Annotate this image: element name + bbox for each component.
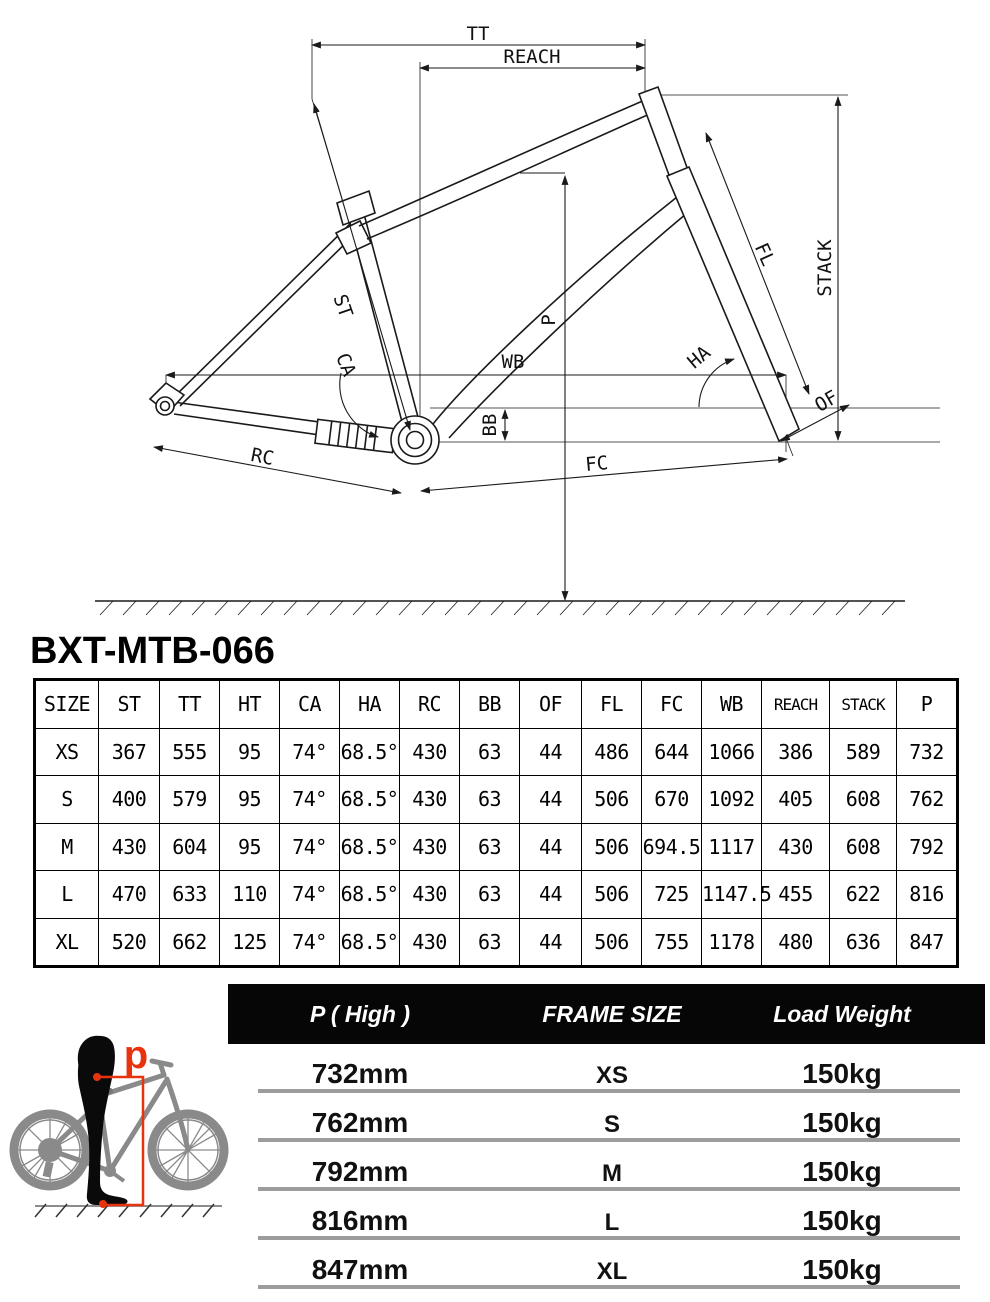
- size-chart-header-frame-size: FRAME SIZE: [542, 1001, 682, 1027]
- table-cell: 430: [400, 776, 460, 824]
- dim-label-tt: TT: [466, 23, 490, 45]
- col-header-fl: FL: [582, 680, 642, 729]
- table-cell: 762: [897, 776, 958, 824]
- dim-label-stack: STACK: [814, 239, 836, 297]
- derailleur: [43, 1161, 54, 1177]
- table-cell: 847: [897, 918, 958, 967]
- table-cell: 506: [582, 823, 642, 871]
- bb-shell-inner: [407, 432, 424, 449]
- dim-label-ca: CA: [331, 350, 361, 380]
- table-cell: 636: [830, 918, 897, 967]
- table-cell: 579: [160, 776, 220, 824]
- page-title: BXT-MTB-066: [30, 630, 275, 672]
- col-header-ht: HT: [220, 680, 280, 729]
- seatstay-upper: [173, 223, 351, 398]
- table-cell: 608: [830, 823, 897, 871]
- geometry-table-body: [35, 728, 958, 967]
- row-separator: [258, 1285, 960, 1289]
- table-row: [35, 728, 958, 776]
- table-cell: 95: [220, 776, 280, 824]
- table-cell: 63: [460, 918, 520, 967]
- table-cell: 74°: [280, 776, 340, 824]
- p-height-label: p: [123, 1033, 149, 1077]
- frame-geometry-diagram: [0, 0, 990, 628]
- table-row: [35, 918, 958, 967]
- frame-size-value: XS: [595, 1062, 628, 1089]
- top-tube-lower: [367, 113, 652, 239]
- size-chart-header: [228, 984, 985, 1044]
- down-tube-lower: [449, 208, 693, 438]
- table-cell: 1066: [702, 728, 762, 776]
- p-height-value: 732mm: [311, 1058, 409, 1089]
- table-cell: S: [35, 776, 99, 824]
- table-cell: 68.5°: [340, 871, 400, 919]
- table-cell: 125: [220, 918, 280, 967]
- geometry-table: [33, 678, 959, 968]
- ground-hatch: [100, 601, 895, 615]
- seat-collar: [337, 191, 375, 225]
- p-height-value: 816mm: [311, 1205, 409, 1236]
- table-cell: 367: [99, 728, 160, 776]
- dim-label-rc: RC: [249, 444, 276, 471]
- table-cell: 430: [400, 871, 460, 919]
- table-cell: 95: [220, 728, 280, 776]
- table-cell: 1117: [702, 823, 762, 871]
- table-cell: 589: [830, 728, 897, 776]
- frame-size-value: XL: [596, 1258, 628, 1285]
- fork: [667, 167, 799, 441]
- table-cell: M: [35, 823, 99, 871]
- p-bracket-top-dot: [93, 1073, 101, 1081]
- table-row: [35, 871, 958, 919]
- table-cell: 63: [460, 728, 520, 776]
- col-header-ha: HA: [340, 680, 400, 729]
- table-cell: 430: [400, 918, 460, 967]
- table-cell: 44: [520, 918, 582, 967]
- geometry-table-wrap: [33, 678, 959, 968]
- table-cell: 430: [762, 823, 830, 871]
- table-cell: 755: [642, 918, 702, 967]
- frame-size-value: M: [602, 1160, 622, 1187]
- table-cell: 1147.5: [702, 871, 762, 919]
- list-item: [228, 1240, 985, 1289]
- table-cell: 520: [99, 918, 160, 967]
- table-cell: 68.5°: [340, 918, 400, 967]
- p-bracket-bottom-dot: [99, 1200, 107, 1208]
- table-cell: 68.5°: [340, 823, 400, 871]
- table-cell: 604: [160, 823, 220, 871]
- p-height-value: 847mm: [311, 1254, 409, 1285]
- dim-label-p: P: [538, 314, 560, 326]
- table-cell: 732: [897, 728, 958, 776]
- frame-size-value: L: [604, 1209, 620, 1236]
- bike-figure: [0, 1032, 262, 1232]
- col-header-wb: WB: [702, 680, 762, 729]
- table-cell: 400: [99, 776, 160, 824]
- table-cell: 694.5: [642, 823, 702, 871]
- dim-label-fl: FL: [749, 239, 780, 270]
- table-cell: 506: [582, 918, 642, 967]
- table-cell: 555: [160, 728, 220, 776]
- dim-label-bb: BB: [479, 413, 501, 437]
- dim-label-ha: HA: [683, 341, 715, 374]
- table-cell: XS: [35, 728, 99, 776]
- dim-label-fc: FC: [584, 452, 610, 476]
- table-cell: 95: [220, 823, 280, 871]
- down-tube-upper: [433, 197, 677, 424]
- table-cell: XL: [35, 918, 99, 967]
- table-cell: 480: [762, 918, 830, 967]
- table-row: [35, 776, 958, 824]
- table-cell: 644: [642, 728, 702, 776]
- dim-label-wb: WB: [501, 351, 525, 373]
- col-header-st: ST: [99, 680, 160, 729]
- load-weight-value: 150kg: [802, 1205, 882, 1236]
- table-cell: 608: [830, 776, 897, 824]
- load-weight-value: 150kg: [802, 1254, 882, 1285]
- table-cell: 506: [582, 871, 642, 919]
- col-header-rc: RC: [400, 680, 460, 729]
- table-cell: 63: [460, 823, 520, 871]
- seatstay-lower: [180, 231, 361, 406]
- p-height-value: 762mm: [311, 1107, 409, 1138]
- dim-label-st: ST: [328, 291, 357, 321]
- table-cell: 44: [520, 871, 582, 919]
- table-cell: 622: [830, 871, 897, 919]
- frame-size-value: S: [603, 1111, 620, 1138]
- rear-axle-inner: [161, 402, 170, 411]
- table-cell: 63: [460, 776, 520, 824]
- table-cell: 63: [460, 871, 520, 919]
- col-header-ca: CA: [280, 680, 340, 729]
- col-header-of: OF: [520, 680, 582, 729]
- table-cell: 430: [400, 823, 460, 871]
- col-header-size: SIZE: [35, 680, 99, 729]
- table-cell: 670: [642, 776, 702, 824]
- table-cell: L: [35, 871, 99, 919]
- table-cell: 633: [160, 871, 220, 919]
- col-header-reach: REACH: [762, 680, 830, 729]
- table-cell: 662: [160, 918, 220, 967]
- table-cell: 74°: [280, 918, 340, 967]
- top-tube-upper: [359, 100, 645, 226]
- table-cell: 725: [642, 871, 702, 919]
- table-cell: 1092: [702, 776, 762, 824]
- table-cell: 74°: [280, 871, 340, 919]
- table-cell: 816: [897, 871, 958, 919]
- table-cell: 405: [762, 776, 830, 824]
- p-height-value: 792mm: [311, 1156, 409, 1187]
- table-cell: 506: [582, 776, 642, 824]
- table-cell: 68.5°: [340, 776, 400, 824]
- table-cell: 1178: [702, 918, 762, 967]
- load-weight-value: 150kg: [802, 1058, 882, 1089]
- load-weight-value: 150kg: [802, 1156, 882, 1187]
- table-cell: 44: [520, 728, 582, 776]
- table-cell: 470: [99, 871, 160, 919]
- table-cell: 74°: [280, 823, 340, 871]
- table-cell: 792: [897, 823, 958, 871]
- load-weight-value: 150kg: [802, 1107, 882, 1138]
- table-cell: 68.5°: [340, 728, 400, 776]
- size-chart-header-load-weight: Load Weight: [773, 1001, 911, 1027]
- col-header-bb: BB: [460, 680, 520, 729]
- table-cell: 110: [220, 871, 280, 919]
- col-header-tt: TT: [160, 680, 220, 729]
- col-header-stack: STACK: [830, 680, 897, 729]
- table-cell: 486: [582, 728, 642, 776]
- table-cell: 74°: [280, 728, 340, 776]
- list-item: [228, 1093, 985, 1142]
- list-item: [228, 1142, 985, 1191]
- col-header-fc: FC: [642, 680, 702, 729]
- dim-rc: [154, 447, 401, 493]
- table-cell: 386: [762, 728, 830, 776]
- table-row: [35, 823, 958, 871]
- col-header-p: P: [897, 680, 958, 729]
- list-item: [228, 1191, 985, 1240]
- table-cell: 44: [520, 776, 582, 824]
- dim-st: [314, 104, 410, 430]
- list-item: [228, 1044, 985, 1093]
- dim-label-of: OF: [811, 386, 842, 417]
- geometry-header-row: [35, 680, 958, 729]
- dim-label-reach: REACH: [503, 46, 561, 68]
- table-cell: 430: [99, 823, 160, 871]
- table-cell: 44: [520, 823, 582, 871]
- size-chart-rows: [228, 1044, 985, 1289]
- size-chart-header-p-high: P ( High ): [309, 1001, 411, 1027]
- table-cell: 430: [400, 728, 460, 776]
- table-cell: 455: [762, 871, 830, 919]
